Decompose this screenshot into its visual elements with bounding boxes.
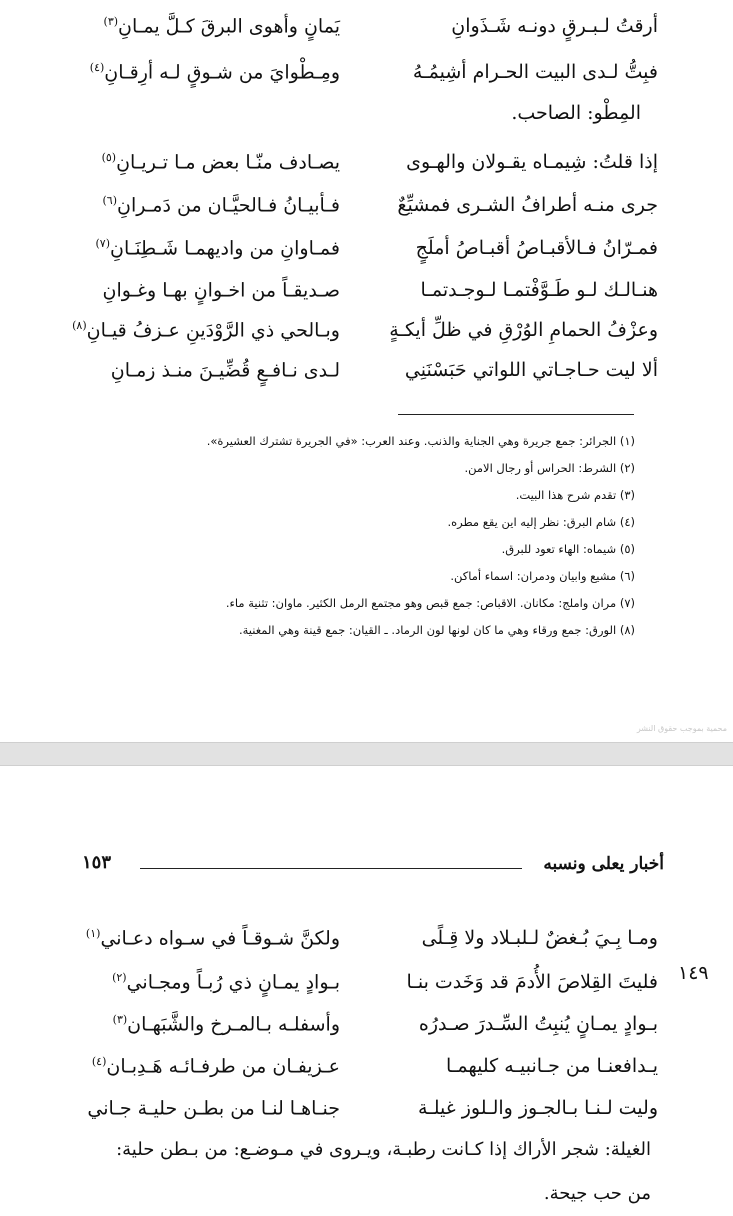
verse-line xyxy=(60,1086,658,1130)
verse-second-hemistich xyxy=(60,359,340,381)
verse-second-text: يَمانٍ وأهوى البرقَ كـلَّ يمـانِ xyxy=(118,15,340,38)
verse-number: ١٤٩ xyxy=(678,962,709,984)
verse-first-hemistich: أرقتُ لـبـرقٍ دونـه شَـذَوانِ xyxy=(451,15,658,37)
footnote-marker: (١) xyxy=(85,926,101,940)
verse-first-hemistich: إذا قلتُ: شِيمـاه يقـولان والهـوى xyxy=(406,151,658,173)
footnote-marker: (٣) xyxy=(103,14,119,28)
copyright-watermark: محمية بموجب حقوق النشر xyxy=(636,724,727,733)
verse-first-hemistich: يـدافعنـا من جـانبيـه كليهمـا xyxy=(446,1055,658,1077)
verse-second-hemistich xyxy=(60,151,340,173)
verse-second-text: يصـادف منّـا بعض مـا تـريـانِ xyxy=(116,151,340,174)
verse-second-text: فمـاوانِ من واديهمـا شَـطِنَـانِ xyxy=(109,237,340,260)
verse-first-hemistich: بـوادٍ يمـانٍ يُنبِتُ السِّـدرَ صـدرُه xyxy=(418,1013,658,1035)
footnote-marker: (٢) xyxy=(112,970,127,984)
footnote-marker: (٤) xyxy=(89,60,105,74)
page-separator xyxy=(0,742,733,766)
verse-line xyxy=(60,140,658,184)
verse-second-text: بـوادٍ يمـانٍ ذي رُبـاً ومجـاني xyxy=(126,971,340,994)
verse-line xyxy=(60,50,658,94)
running-head-title: أخبار يعلى ونسبه xyxy=(543,854,664,874)
verse-second-hemistich xyxy=(60,194,340,216)
verse-second-hemistich xyxy=(60,1013,340,1035)
footnote-marker: (٤) xyxy=(91,1054,107,1068)
verse-first-hemistich: ومـا بِـيَ بُـغضٌ لـلبـلاد ولا قِـلًى xyxy=(421,927,658,949)
page-number: ١٥٣ xyxy=(82,852,112,873)
verse-second-text: لـدى نـافـعٍ قُضِّيـنَ منـذ زمـانِ xyxy=(110,359,340,382)
footnote-marker: (٣) xyxy=(112,1012,128,1026)
verse-first-hemistich: وعزْفُ الحمامِ الوُرْقِ في ظلِّ أيكـةٍ xyxy=(389,319,658,341)
verse-second-text: صـديقـاً من اخـوانٍ بهـا وغـوانِ xyxy=(102,279,340,302)
footnote: (٢) الشرط: الحراس أو رجال الامن. xyxy=(464,461,635,475)
verse-second-hemistich xyxy=(60,319,340,341)
verse-first-hemistich: فمـرّانُ فـالأقبـاصُ أقبـاصُ أملَجٍ xyxy=(415,237,658,259)
verse-first-hemistich: فليتَ القِلاصَ الأُدمَ قد وَخَدت بنـا xyxy=(406,971,658,993)
verse-second-hemistich xyxy=(60,1097,340,1119)
verse-second-hemistich xyxy=(60,279,340,301)
footnote: (٨) الورق: جمع ورقاء وهي ما كان لونها لون الرماد. ـ القيان: جمع قينة وهي المغنية. xyxy=(238,623,635,637)
footnote: (٦) مشيع وابيان ودمران: اسماء أماكن. xyxy=(450,569,635,583)
footnote-rule xyxy=(398,414,634,415)
verse-line xyxy=(60,960,658,1004)
verse-line xyxy=(60,183,658,227)
footnote: (٣) تقدم شرح هذا البيت. xyxy=(515,488,635,502)
footnote: (٧) مران واملج: مكانان. الاقباص: جمع قبص وهو مجتمع الرمل الكثير. ماوان: تثنية ماء. xyxy=(225,596,635,610)
verse-second-text: ومِـطْوايَ من شـوقٍ لـه أرِقـانِ xyxy=(104,61,340,84)
footnotes xyxy=(95,428,635,644)
verse-second-hemistich xyxy=(60,237,340,259)
header-rule xyxy=(140,868,522,869)
verse-line xyxy=(60,916,658,960)
verse-line xyxy=(60,226,658,270)
verse-second-text: وبـالحي ذي الرَّوْدَينِ عـزفُ قيـانِ xyxy=(86,319,340,342)
verse-second-hemistich xyxy=(60,61,340,83)
verse-second-hemistich xyxy=(60,15,340,37)
verse-second-text: عـزيفـان من طرفـائـه هَـدِبـان xyxy=(106,1055,340,1078)
verse-line xyxy=(60,1044,658,1088)
verse-second-text: ولكنَّ شـوقـاً في سـواه دعـاني xyxy=(100,927,340,950)
gloss-text: الغيلة: شجر الأراك إذا كـانت رطبـة، ويـروى في مـوضـع: من بـطن حلية: من حب جيحة. xyxy=(116,1139,651,1204)
verse-line xyxy=(60,1002,658,1046)
verse-line xyxy=(60,308,658,352)
footnote: (١) الجرائر: جمع جريرة وهي الجناية والذنب. وعند العرب: «في الجريرة تشترك العشيرة». xyxy=(206,434,635,448)
footnote: (٥) شيماه: الهاء تعود للبرق. xyxy=(501,542,635,556)
verse-first-hemistich: ألا ليت حـاجـاتي اللواتي حَبَسْنَنِي xyxy=(404,359,658,381)
footnote-marker: (٦) xyxy=(102,193,118,207)
footnote-marker: (٧) xyxy=(95,236,110,250)
verse-line xyxy=(60,4,658,48)
verse-second-text: وأسفلـه بـالمـرخ والشَّبَهـان xyxy=(127,1013,340,1036)
verse-second-hemistich xyxy=(60,1055,340,1077)
verse-second-text: جنـاهـا لنـا من بطـن حليـة جـاني xyxy=(87,1097,340,1120)
verse-second-hemistich xyxy=(60,927,340,949)
verse-first-hemistich: هنـالـك لـو طَـوَّفْتمـا لـوجـدتمـا xyxy=(420,279,658,301)
verse-second-hemistich xyxy=(60,971,340,993)
verse-first-hemistich: وليت لـنـا بـالجـوز والـلوز غيلـة xyxy=(417,1097,658,1119)
footnote: (٤) شام البرق: نظر إليه اين يقع مطره. xyxy=(447,515,635,529)
footnote-marker: (٨) xyxy=(72,318,87,332)
running-header xyxy=(82,850,664,880)
verse-line xyxy=(60,268,658,312)
verse-line xyxy=(60,348,658,392)
gloss-text: المِطْو: الصاحب. xyxy=(511,102,641,124)
verse-first-hemistich: جرى منـه أطرافُ الشـرى فمشيِّعٌ xyxy=(397,194,658,216)
verse-first-hemistich: فبِتُّ لـدى البيت الحـرام أشِيمُـهُ xyxy=(412,61,658,83)
verse-second-text: فـأبيـانُ فـالحيَّـان من دَمـرانِ xyxy=(117,194,340,217)
footnote-marker: (٥) xyxy=(101,150,117,164)
